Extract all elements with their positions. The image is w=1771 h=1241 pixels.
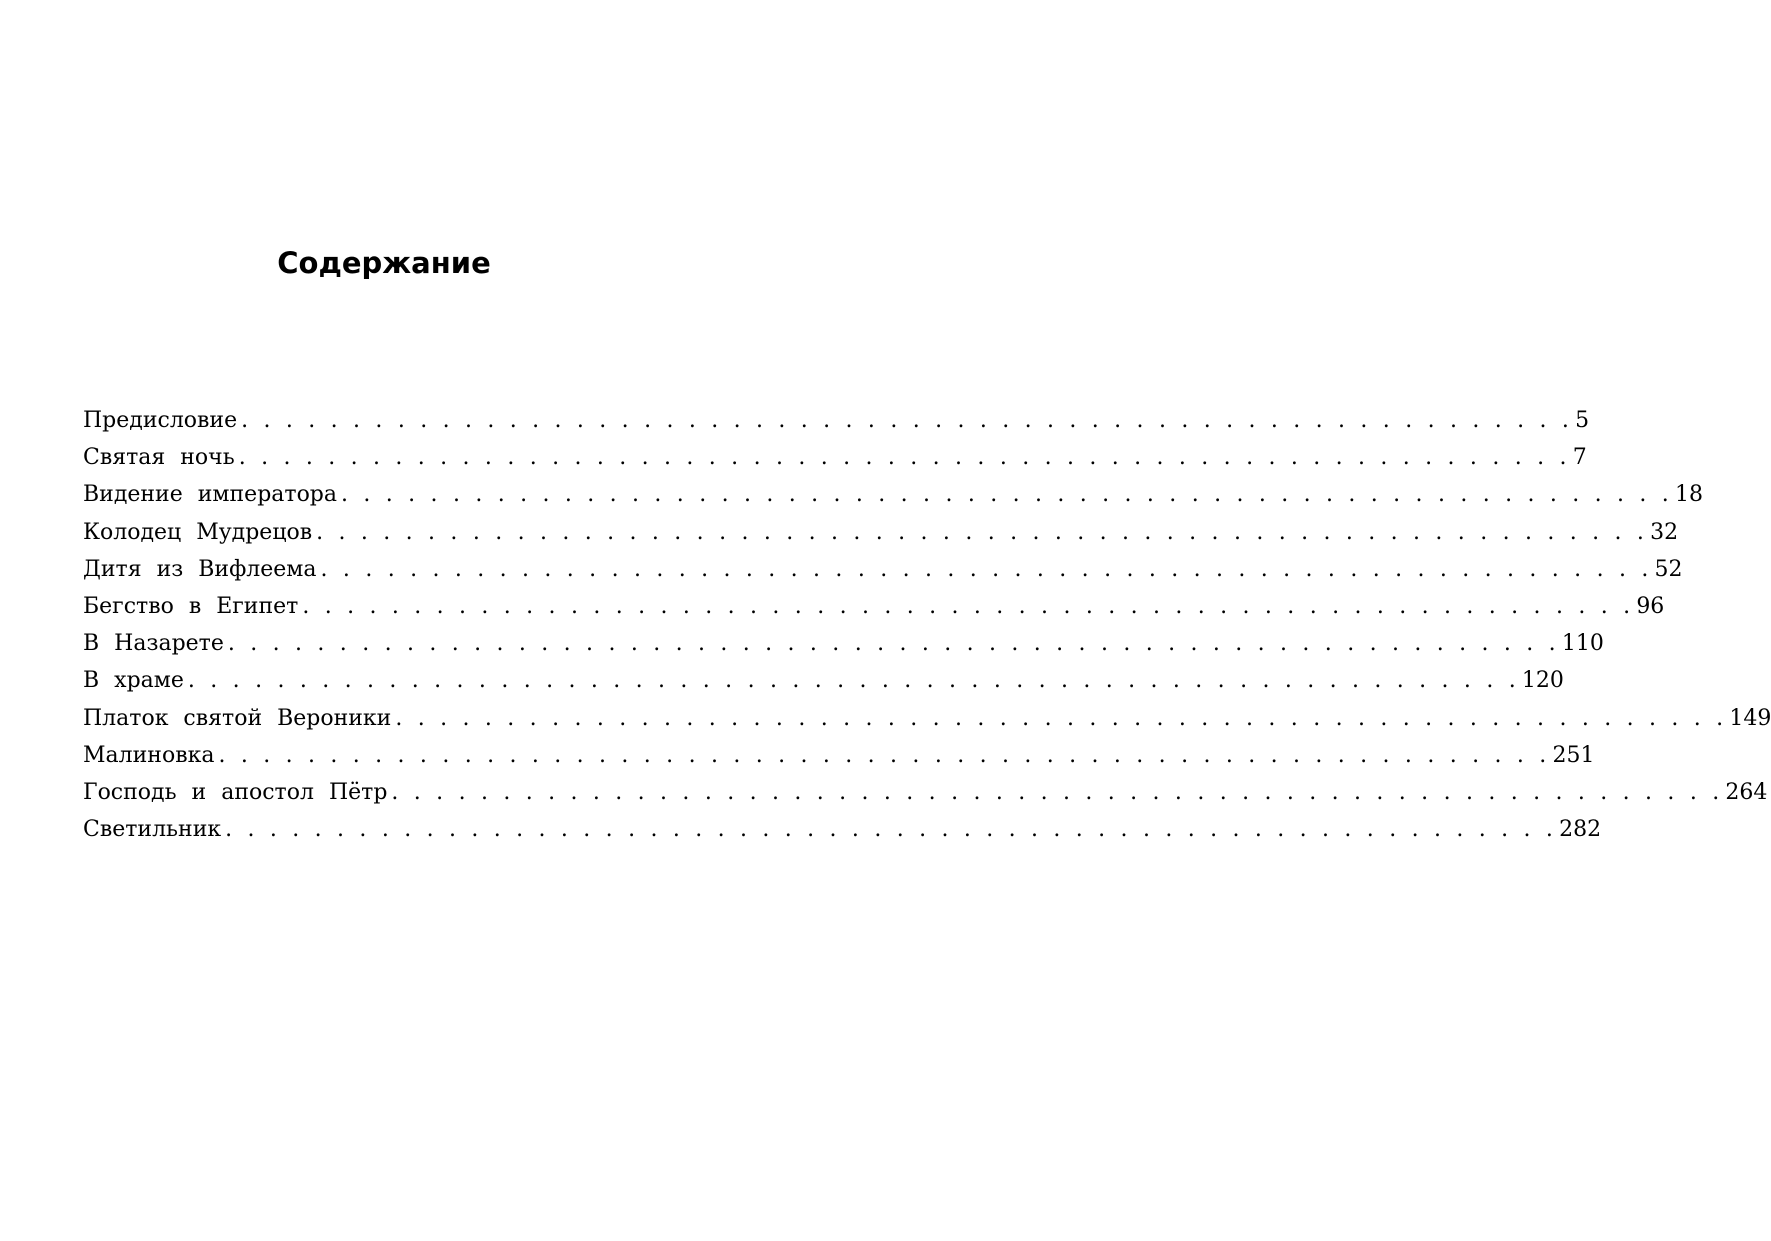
page-title: Содержание	[277, 246, 491, 280]
toc-entry-title: В храме	[83, 668, 184, 694]
toc-entry	[83, 705, 1771, 743]
toc-entry-title: Предисловие	[83, 408, 238, 433]
toc-entry	[83, 593, 1665, 631]
toc-entry	[83, 482, 1704, 519]
toc-leader-dots: . . . . . . . . . . . . . . . . . . . . . . . . . . . . . . . . . . . . . . . . . . . . . . . . . . . . . . . . . . . .	[316, 519, 1649, 545]
toc-leader-dots: . . . . . . . . . . . . . . . . . . . . . . . . . . . . . . . . . . . . . . . . . . . . . . . . . . . . . . . . . . . .	[320, 556, 1653, 582]
toc-entry	[83, 519, 1679, 557]
toc-entry-title: Колодец Мудрецов	[83, 519, 313, 545]
toc-entry-title: Видение императора	[83, 482, 338, 508]
toc-entry-title: Господь и апостол Пётр	[83, 779, 388, 805]
toc-entry	[83, 742, 1595, 780]
toc-leader-dots: . . . . . . . . . . . . . . . . . . . . . . . . . . . . . . . . . . . . . . . . . . . . . . . . . . . . . . . . . . . .	[391, 779, 1724, 805]
toc-entry-title: Платок святой Вероники	[83, 705, 392, 731]
toc-entry-title: Малиновка	[83, 742, 215, 768]
toc-entry-page: 96	[1636, 593, 1665, 619]
toc-leader-dots: . . . . . . . . . . . . . . . . . . . . . . . . . . . . . . . . . . . . . . . . . . . . . . . . . . . . . . . . . . . .	[241, 408, 1574, 433]
toc-entry	[83, 817, 1602, 854]
toc-leader-dots: . . . . . . . . . . . . . . . . . . . . . . . . . . . . . . . . . . . . . . . . . . . . . . . . . . . . . . . . . . . .	[227, 631, 1560, 657]
toc-leader-dots: . . . . . . . . . . . . . . . . . . . . . . . . . . . . . . . . . . . . . . . . . . . . . . . . . . . . . . . . . . . .	[187, 668, 1520, 694]
toc-entry	[83, 445, 1587, 482]
toc-entry-page: 18	[1675, 482, 1704, 508]
toc-entry-page: 52	[1654, 556, 1683, 582]
toc-entry	[83, 556, 1683, 594]
toc-leader-dots: . . . . . . . . . . . . . . . . . . . . . . . . . . . . . . . . . . . . . . . . . . . . . . . . . . . . . . . . . . . .	[395, 705, 1728, 731]
toc-leader-dots: . . . . . . . . . . . . . . . . . . . . . . . . . . . . . . . . . . . . . . . . . . . . . . . . . . . . . . . . . . . .	[225, 817, 1558, 843]
table-of-contents	[83, 408, 1771, 854]
toc-leader-dots: . . . . . . . . . . . . . . . . . . . . . . . . . . . . . . . . . . . . . . . . . . . . . . . . . . . . . . . . . . . .	[238, 445, 1571, 471]
toc-entry-title: Светильник	[83, 817, 222, 843]
toc-entry-title: Дитя из Вифлеема	[83, 556, 317, 582]
toc-entry-page: 120	[1521, 668, 1564, 694]
toc-entry-page: 264	[1725, 779, 1768, 805]
toc-entry-page: 110	[1561, 631, 1604, 657]
toc-entry-title: В Назарете	[83, 631, 224, 657]
toc-entry	[83, 631, 1604, 668]
toc-entry-title: Святая ночь	[83, 445, 235, 471]
toc-entry	[83, 408, 1590, 445]
toc-leader-dots: . . . . . . . . . . . . . . . . . . . . . . . . . . . . . . . . . . . . . . . . . . . . . . . . . . . . . . . . . . . .	[302, 593, 1635, 619]
toc-entry	[83, 668, 1564, 705]
toc-entry	[83, 779, 1768, 817]
toc-leader-dots: . . . . . . . . . . . . . . . . . . . . . . . . . . . . . . . . . . . . . . . . . . . . . . . . . . . . . . . . . . . .	[218, 742, 1551, 768]
toc-leader-dots: . . . . . . . . . . . . . . . . . . . . . . . . . . . . . . . . . . . . . . . . . . . . . . . . . . . . . . . . . . . .	[341, 482, 1674, 508]
toc-entry-page: 7	[1572, 445, 1587, 471]
toc-entry-page: 149	[1729, 705, 1771, 731]
toc-entry-page: 282	[1559, 817, 1602, 843]
toc-entry-page: 251	[1552, 742, 1595, 768]
toc-entry-title: Бегство в Египет	[83, 593, 299, 619]
toc-entry-page: 32	[1650, 519, 1679, 545]
toc-entry-page: 5	[1575, 408, 1590, 433]
